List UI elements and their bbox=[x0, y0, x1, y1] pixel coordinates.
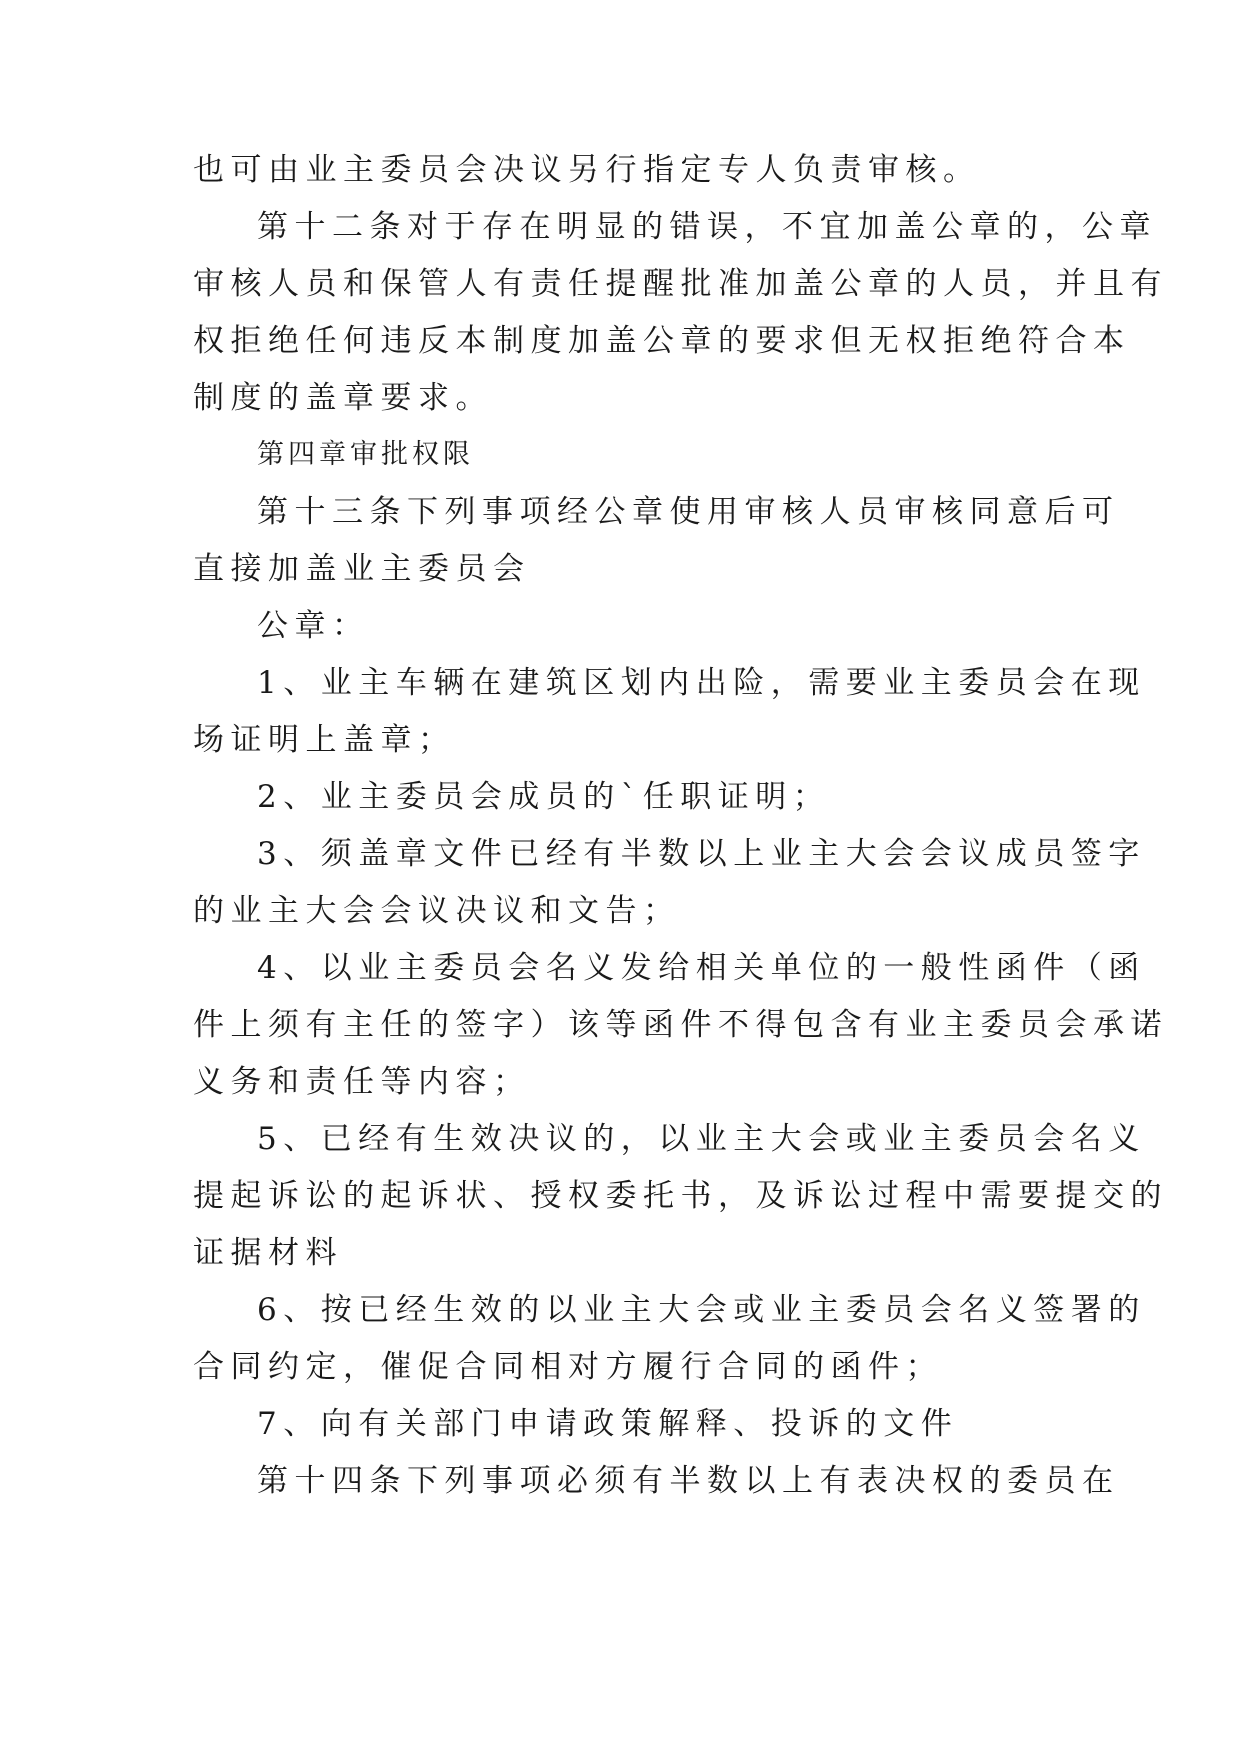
list-item-7: 7、向有关部门申请政策解释、投诉的文件 bbox=[257, 1406, 959, 1442]
text-line: 公章： bbox=[257, 608, 370, 644]
text-line: 也可由业主委员会决议另行指定专人负责审核。 bbox=[193, 152, 981, 188]
text-line: 件上须有主任的签字）该等函件不得包含有业主委员会承诺 bbox=[193, 1007, 1168, 1043]
text-line: 权拒绝任何违反本制度加盖公章的要求但无权拒绝符合本 bbox=[193, 323, 1131, 359]
article-13-heading-line: 第十三条下列事项经公章使用审核人员审核同意后可 bbox=[257, 494, 1120, 530]
text-line: 直接加盖业主委员会 bbox=[193, 551, 531, 587]
text-line: 义务和责任等内容； bbox=[193, 1064, 531, 1100]
text-line: 制度的盖章要求。 bbox=[193, 380, 493, 416]
text-line: 提起诉讼的起诉状、授权委托书，及诉讼过程中需要提交的 bbox=[193, 1178, 1168, 1214]
article-12-heading-line: 第十二条对于存在明显的错误，不宜加盖公章的，公章 bbox=[257, 209, 1157, 245]
chapter-4-heading: 第四章审批权限 bbox=[257, 439, 474, 470]
list-item-2: 2、业主委员会成员的`任职证明； bbox=[257, 779, 831, 815]
list-item-4: 4、以业主委员会名义发给相关单位的一般性函件（函 bbox=[257, 950, 1146, 986]
list-item-1: 1、业主车辆在建筑区划内出险，需要业主委员会在现 bbox=[257, 665, 1146, 701]
text-line: 审核人员和保管人有责任提醒批准加盖公章的人员，并且有 bbox=[193, 266, 1168, 302]
article-14-heading-line: 第十四条下列事项必须有半数以上有表决权的委员在 bbox=[257, 1463, 1120, 1499]
list-item-5: 5、已经有生效决议的，以业主大会或业主委员会名义 bbox=[257, 1121, 1146, 1157]
list-item-6: 6、按已经生效的以业主大会或业主委员会名义签署的 bbox=[257, 1292, 1146, 1328]
list-item-3: 3、须盖章文件已经有半数以上业主大会会议成员签字 bbox=[257, 836, 1146, 872]
text-line: 证据材料 bbox=[193, 1235, 343, 1271]
text-line: 场证明上盖章； bbox=[193, 722, 456, 758]
text-line: 的业主大会会议决议和文告； bbox=[193, 893, 681, 929]
text-line: 合同约定，催促合同相对方履行合同的函件； bbox=[193, 1349, 943, 1385]
